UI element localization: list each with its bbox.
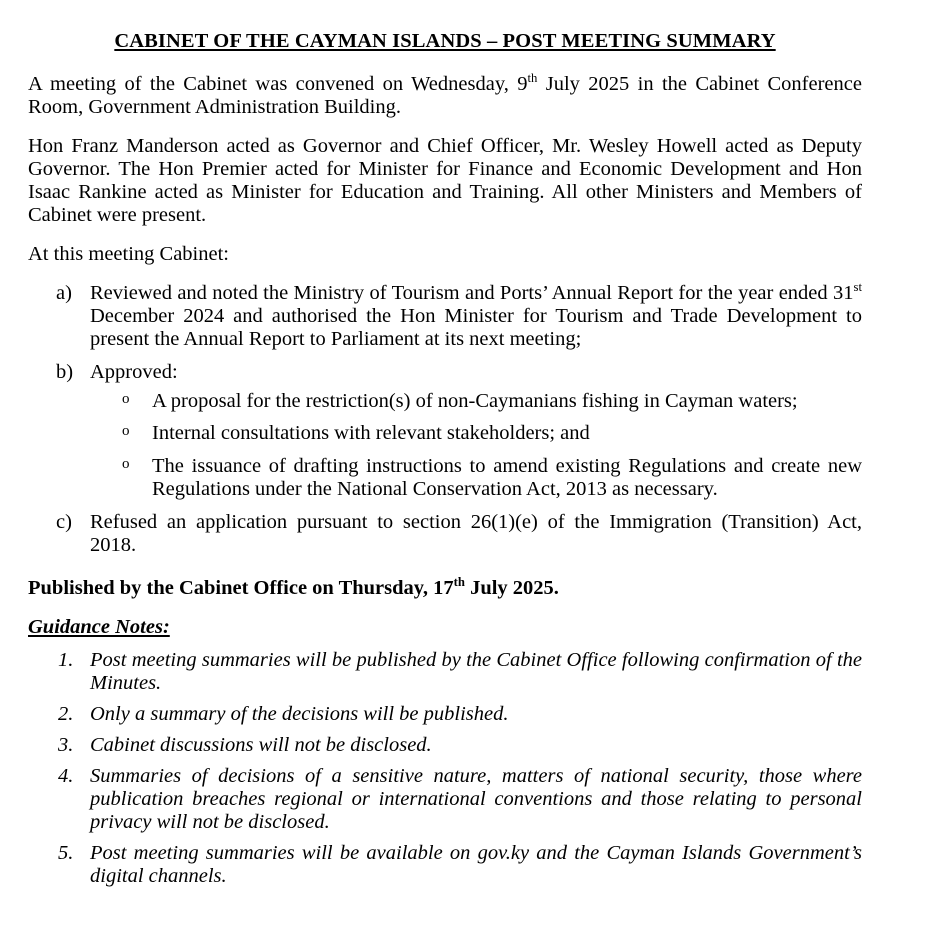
list-item	[28, 279, 862, 351]
list-item	[28, 511, 862, 557]
sub-item-text: A proposal for the restriction(s) of non-Caymanians fishing in Cayman waters;	[152, 389, 798, 412]
guidance-text: Post meeting summaries will be available on gov.ky and the Cayman Islands Government’s digital channels.	[90, 841, 862, 887]
attendance-paragraph: Hon Franz Manderson acted as Governor and Chief Officer, Mr. Wesley Howell acted as Deputy Governor. The Hon Premier acted for Minister for Finance and Economic Development and Hon Isaac Rankine acted as Minister for Education and Training. All other Ministers and Members of Cabinet were present.	[28, 134, 862, 226]
decision-a-ordinal-suffix: st	[853, 279, 862, 294]
guidance-text: Cabinet discussions will not be disclosed.	[90, 734, 432, 757]
meeting-convened-text-pre: A meeting of the Cabinet was convened on Wednesday, 9	[28, 73, 528, 95]
circle-bullet-icon: o	[122, 390, 130, 407]
decision-c-text: Refused an application pursuant to section 26(1)(e) of the Immigration (Transition) Act, 2018.	[90, 511, 862, 557]
guidance-marker-3: 3.	[58, 734, 74, 757]
guidance-marker-2: 2.	[58, 703, 74, 726]
circle-bullet-icon: o	[122, 456, 130, 473]
guidance-marker-4: 4.	[58, 765, 74, 788]
circle-bullet-icon: o	[122, 423, 130, 440]
list-marker-b: b)	[56, 360, 74, 383]
decision-a-text-pre: Reviewed and noted the Ministry of Tourism and Ports’ Annual Report for the year ended 31	[90, 281, 854, 304]
list-item	[90, 455, 862, 501]
list-item	[28, 361, 862, 502]
published-text-post: July 2025.	[464, 577, 559, 600]
guidance-notes-heading: Guidance Notes:	[28, 616, 170, 639]
published-text-pre: Published by the Cabinet Office on Thursday, 17	[28, 577, 454, 600]
sub-item-text: Internal consultations with relevant stakeholders; and	[152, 422, 590, 445]
meeting-convened-paragraph	[28, 73, 862, 119]
decision-b-sublist	[90, 390, 862, 502]
at-this-meeting-line: At this meeting Cabinet:	[28, 242, 229, 265]
guidance-text: Only a summary of the decisions will be published.	[90, 703, 509, 726]
sub-item-text: The issuance of drafting instructions to amend existing Regulations and create new Regulations under the National Conservation Act, 2013 as necessary.	[152, 455, 862, 501]
list-item	[90, 390, 862, 413]
page-title: CABINET OF THE CAYMAN ISLANDS – POST MEETING SUMMARY	[114, 30, 776, 52]
list-item	[90, 422, 862, 445]
published-date-ordinal-suffix: th	[453, 575, 465, 590]
list-marker-a: a)	[56, 281, 72, 304]
decision-a-text-post: December 2024 and authorised the Hon Minister for Tourism and Trade Development to present the Annual Report to Parliament at its next meeting;	[90, 304, 862, 350]
guidance-notes-list	[28, 649, 862, 888]
decisions-list	[28, 279, 862, 558]
list-item	[28, 703, 862, 726]
meeting-date-ordinal-suffix: th	[527, 71, 538, 86]
guidance-text: Summaries of decisions of a sensitive nature, matters of national security, those where publication breaches regional or international conventions and those relating to personal privacy will not be disclosed.	[90, 765, 862, 833]
list-item	[28, 765, 862, 834]
list-item	[28, 842, 862, 888]
guidance-marker-1: 1.	[58, 649, 74, 672]
published-line	[28, 577, 862, 600]
meeting-convened-text-post: July 2025 in the Cabinet Conference Room, Government Administration Building.	[28, 73, 862, 118]
guidance-text: Post meeting summaries will be published by the Cabinet Office following confirmation of the Minutes.	[90, 649, 862, 695]
list-item	[28, 734, 862, 757]
list-marker-c: c)	[56, 511, 72, 534]
list-item	[28, 649, 862, 695]
decision-b-text: Approved:	[90, 360, 178, 383]
guidance-marker-5: 5.	[58, 841, 74, 864]
